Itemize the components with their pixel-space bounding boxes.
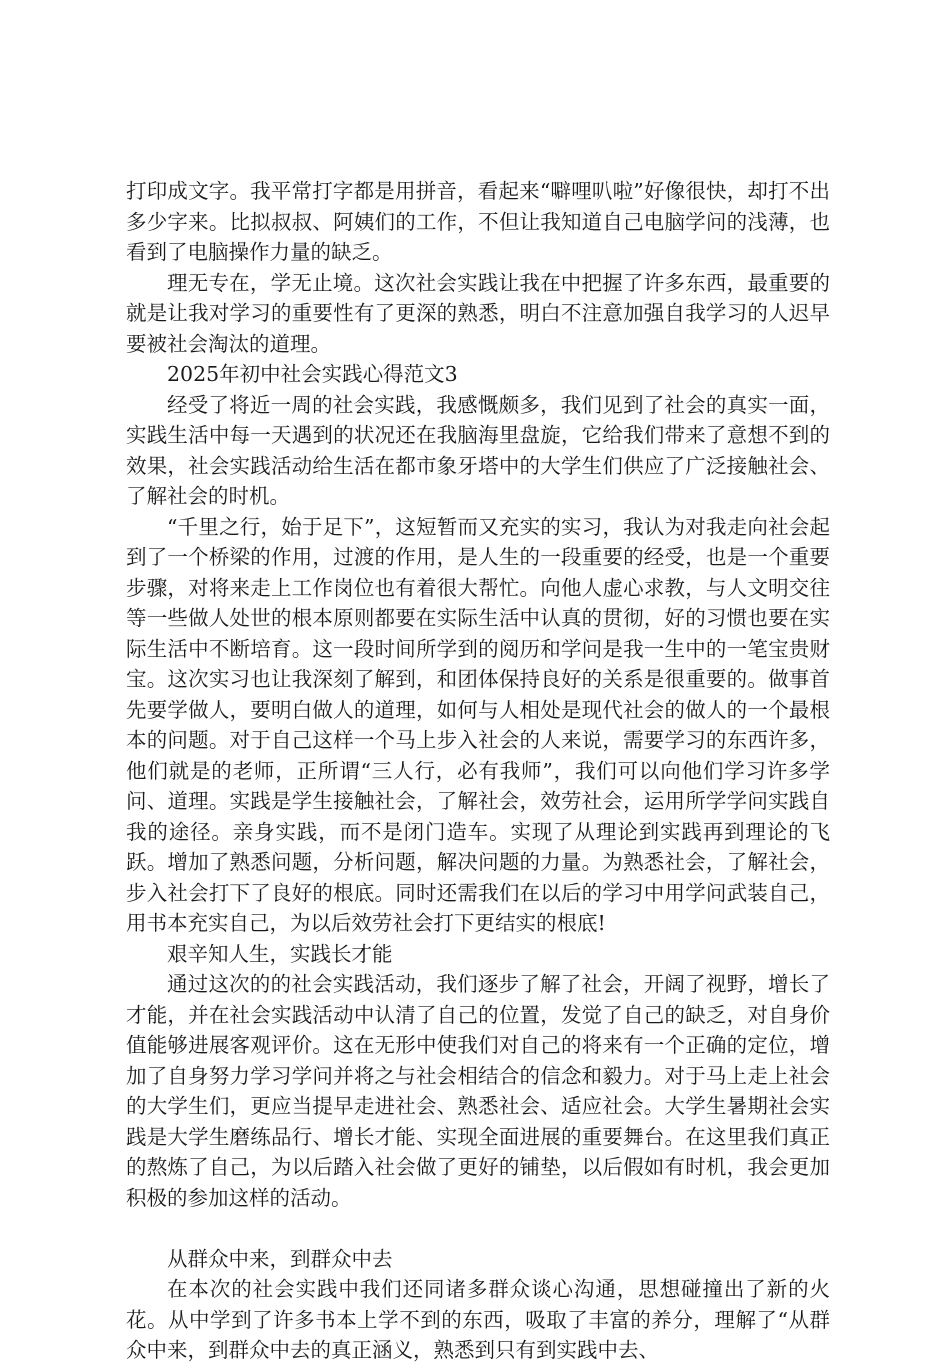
paragraph-experience: 经受了将近一周的社会实践，我感慨颇多，我们见到了社会的真实一面，实践生活中每一天遇到的状况还在我脑海里盘旋，它给我们带来了意想不到的效果，社会实践活动给生活在都市象牙塔中的大学生们供应了广泛接触社会、了解社会的时机。: [126, 392, 830, 508]
paragraph-journey: “千里之行，始于足下”，这短暂而又充实的实习，我认为对我走向社会起到了一个桥梁的作用，过渡的作用，是人生的一段重要的经受，也是一个重要步骤，对将来走上工作岗位也有着很大帮忙。向他人虚心求教，与人文明交往等一些做人处世的根本原则都要在实际生活中认真的贯彻，好的习惯也要在实际生活中不断培育。这一段时间所学到的阅历和学问是我一生中的一笔宝贵财宝。这次实习也让我深刻了解到，和团体保持良好的关系是很重要的。做事首先要学做人，要明白做人的道理，如何与人相处是现代社会的做人的一个最根本的问题。对于自己这样一个马上步入社会的人来说，需要学习的东西许多，他们就是的老师，正所谓“三人行，必有我师”，我们可以向他们学习许多学问、道理。实践是学生接触社会，了解社会，效劳社会，运用所学学问实践自我的途径。亲身实践，而不是闭门造车。实现了从理论到实践再到理论的飞跃。增加了熟悉问题，分析问题，解决问题的力量。为熟悉社会，了解社会，步入社会打下了良好的根底。同时还需我们在以后的学习中用学问武装自己，用书本充实自己，为以后效劳社会打下更结实的根底!: [126, 514, 830, 935]
subheading-hardship: 艰辛知人生，实践长才能: [167, 941, 393, 966]
paragraph-continuation: 打印成文字。我平常打字都是用拼音，看起来“噼哩叭啦”好像很快，却打不出多少字来。比拟叔叔、阿姨们的工作，不但让我知道自己电脑学问的浅薄，也看到了电脑操作力量的缺乏。: [126, 179, 830, 264]
paragraph-learning: 理无专在，学无止境。这次社会实践让我在中把握了许多东西，最重要的就是让我对学习的重要性有了更深的熟悉，明白不注意加强自我学习的人迟早要被社会淘汰的道理。: [126, 270, 830, 356]
paragraph-communication: 在本次的社会实践中我们还同诸多群众谈心沟通，思想碰撞出了新的火花。从中学到了许多书本上学不到的东西，吸取了丰富的养分，理解了“从群众中来，到群众中去的真正涵义，熟悉到只有到实践中去、: [126, 1277, 830, 1362]
paragraph-activity: 通过这次的的社会实践活动，我们逐步了解了社会，开阔了视野，增长了才能，并在社会实践活动中认清了自己的位置，发觉了自己的缺乏，对自身价值能够进展客观评价。这在无形中使我们对自己的将来有一个正确的定位，增加了自身努力学习学问并将之与社会相结合的信念和毅力。对于马上走上社会的大学生们，更应当提早走进社会、熟悉社会、适应社会。大学生暑期社会实践是大学生磨练品行、增长才能、实现全面进展的重要舞台。在这里我们真正的熬炼了自己，为以后踏入社会做了更好的铺垫，以后假如有时机，我会更加积极的参加这样的活动。: [126, 972, 830, 1210]
document-body: [126, 176, 830, 1366]
section-title: 2025年初中社会实践心得范文3: [167, 362, 458, 386]
paragraph-gap: [126, 1213, 830, 1244]
subheading-masses: 从群众中来，到群众中去: [167, 1246, 393, 1271]
